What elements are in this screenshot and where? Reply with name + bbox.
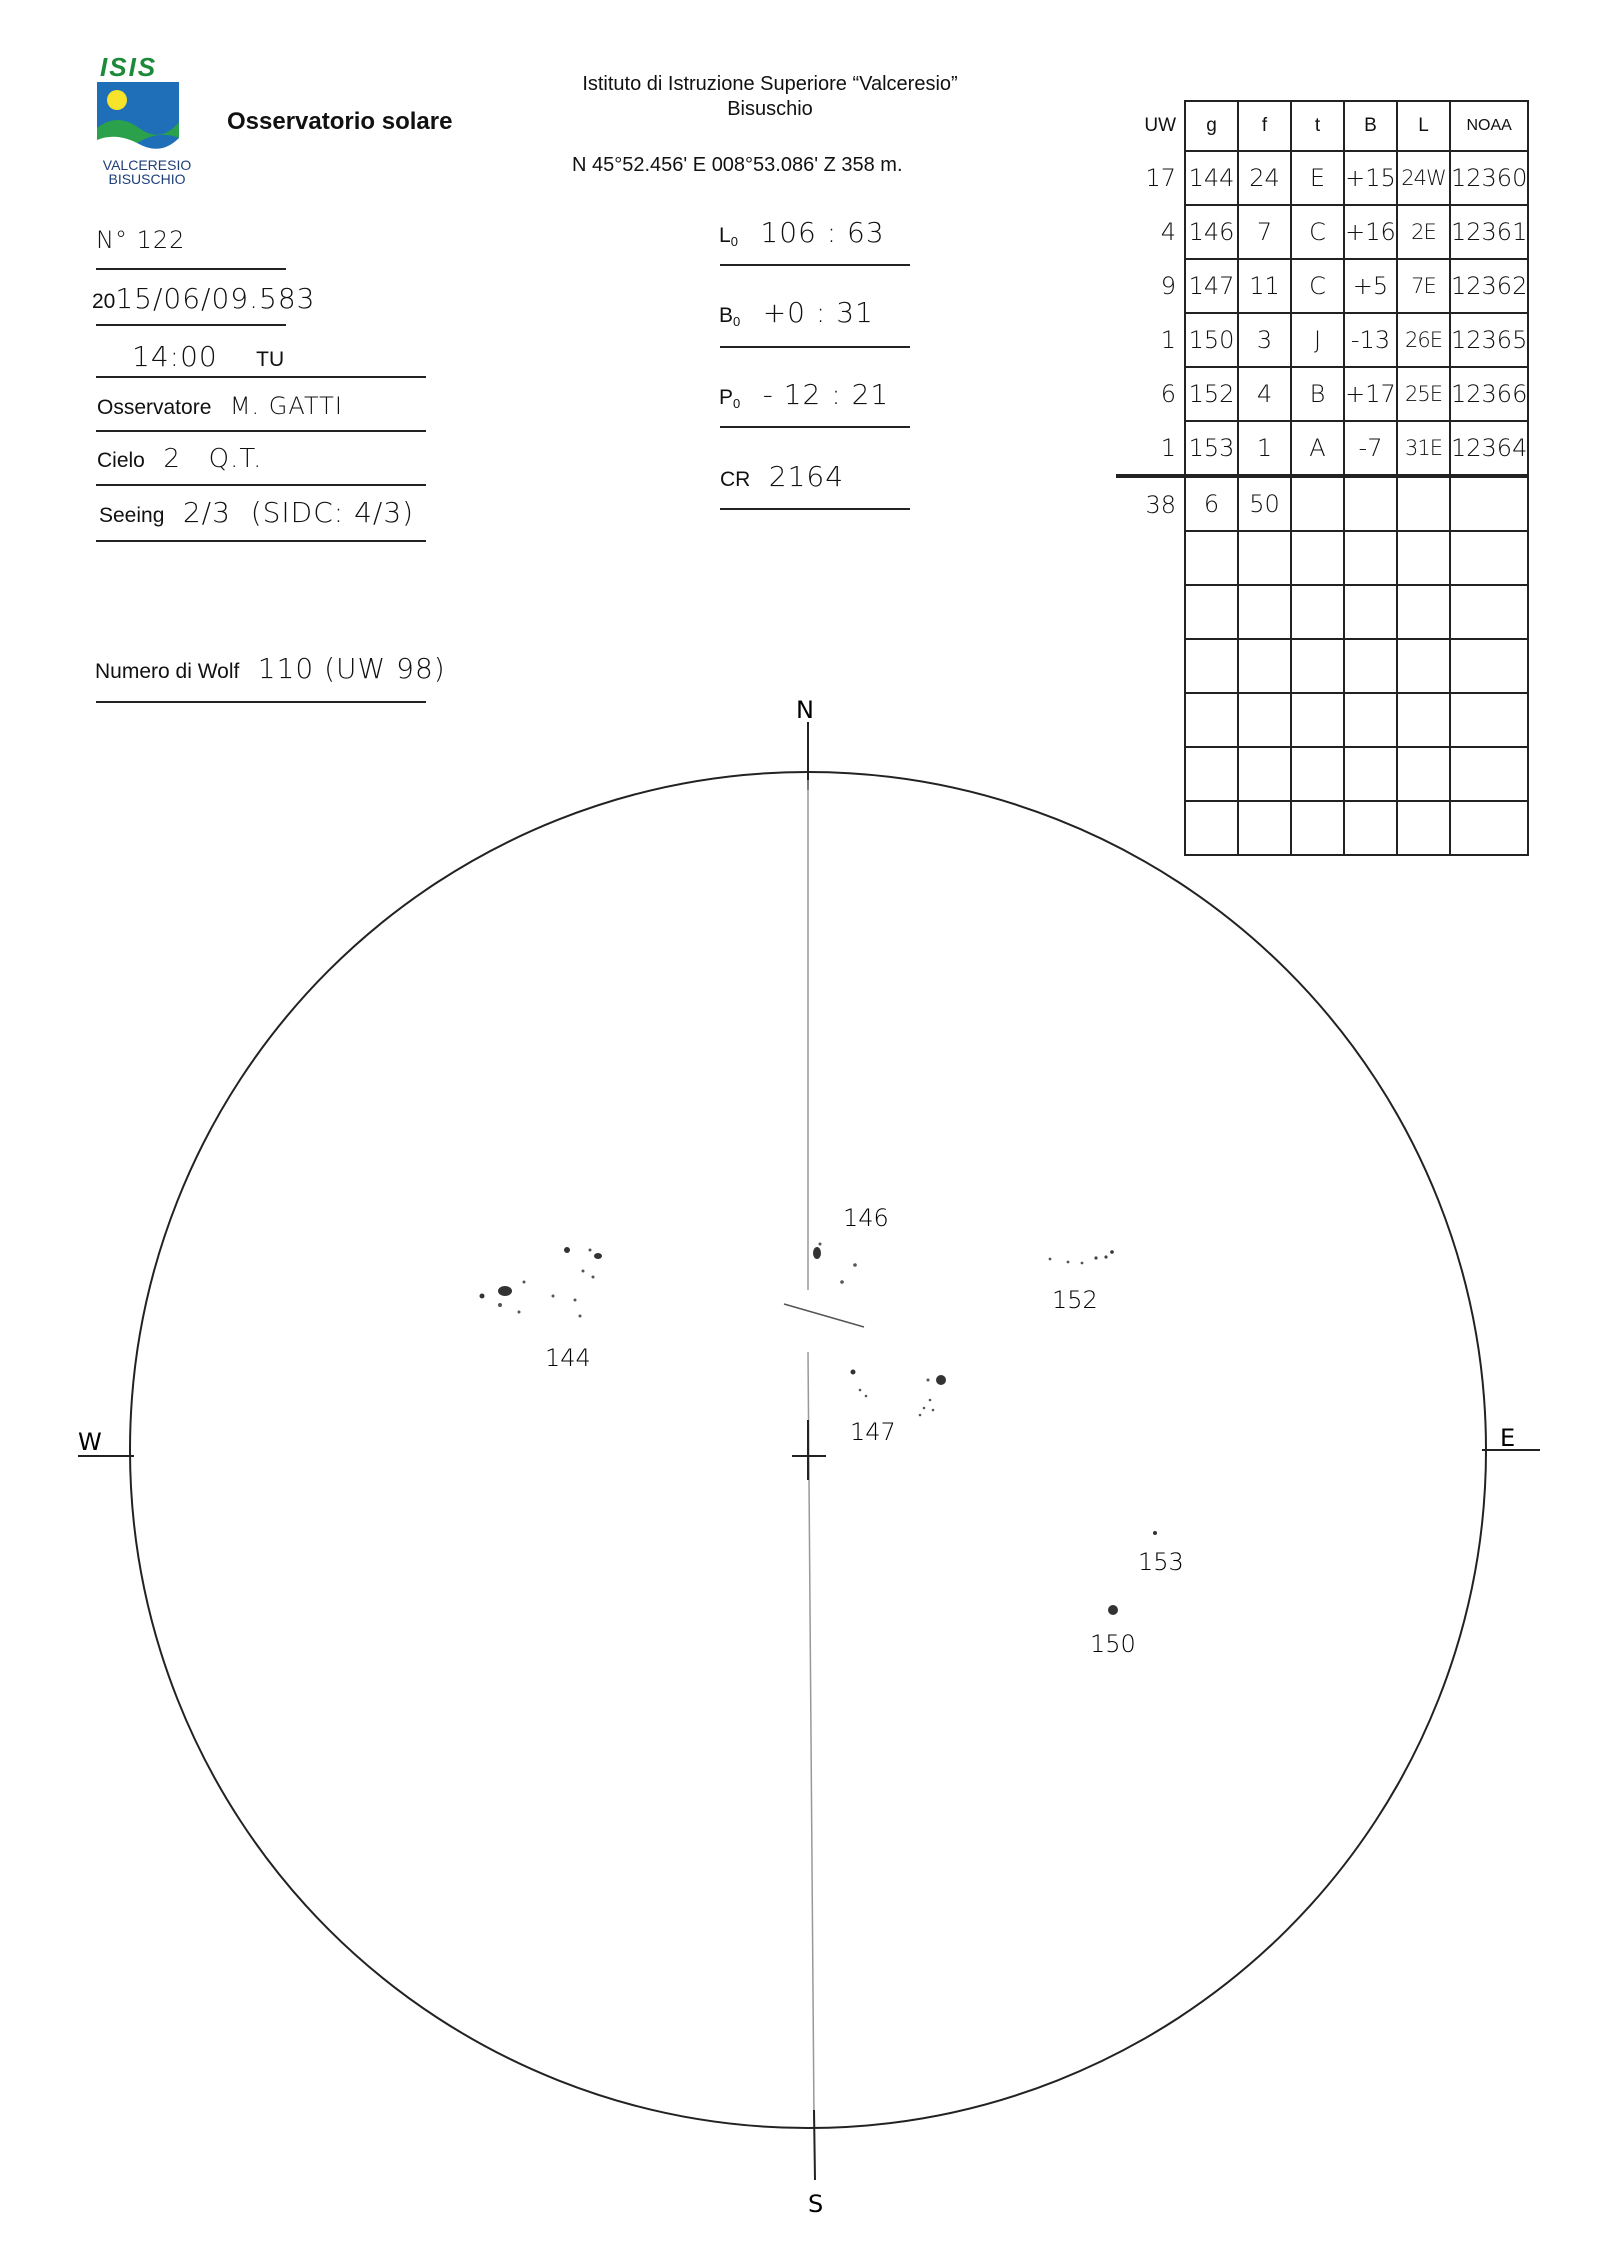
- cell-noaa: 12362: [1450, 259, 1528, 313]
- sky-value: 2 Q.T.: [163, 444, 263, 474]
- header-t: t: [1291, 101, 1344, 151]
- header-noaa: NOAA: [1450, 101, 1528, 151]
- sunspot: [564, 1247, 570, 1253]
- cell-g: 152: [1185, 367, 1238, 421]
- sunspot: [813, 1247, 821, 1259]
- cell-t: C: [1291, 205, 1344, 259]
- sunspot: [927, 1379, 930, 1382]
- sunspot: [936, 1375, 946, 1385]
- cell-uw: 4: [1160, 218, 1176, 246]
- cr-label: CR: [720, 468, 751, 491]
- cell-l: 31E: [1397, 421, 1450, 476]
- total-g: 6: [1185, 476, 1238, 531]
- sunspot: [1067, 1261, 1070, 1264]
- cell-l: 26E: [1397, 313, 1450, 367]
- cell-t: B: [1291, 367, 1344, 421]
- rotation-indicator-line: [784, 1304, 864, 1327]
- header-f: f: [1238, 101, 1291, 151]
- north-label: N: [796, 696, 814, 724]
- sunspot: [840, 1280, 844, 1284]
- sunspot: [523, 1281, 526, 1284]
- sunspot: [932, 1409, 935, 1412]
- cell-f: 7: [1238, 205, 1291, 259]
- cell-uw: 1: [1160, 433, 1176, 462]
- sunspot: [853, 1263, 857, 1267]
- cell-t: C: [1291, 259, 1344, 313]
- p0-value: - 12 : 21: [762, 378, 890, 411]
- sunspot: [1110, 1250, 1114, 1254]
- cell-l: 7E: [1397, 259, 1450, 313]
- sunspot-group-147: [850, 1370, 946, 1447]
- time-unit: TU: [256, 348, 285, 371]
- header-b: B: [1344, 101, 1397, 151]
- sunspot: [498, 1303, 502, 1307]
- sunspot: [1094, 1256, 1097, 1259]
- observatory-coordinates: N 45°52.456' E 008°53.086' Z 358 m.: [572, 154, 903, 176]
- sunspot: [1108, 1605, 1118, 1615]
- b0-value: +0 : 31: [762, 296, 874, 329]
- cell-noaa: 12361: [1450, 205, 1528, 259]
- cell-uw: 1: [1160, 326, 1176, 354]
- cell-b: -13: [1344, 313, 1397, 367]
- sunspot: [865, 1395, 868, 1398]
- cell-f: 24: [1238, 151, 1291, 205]
- observer-value: M. GATTI: [229, 392, 343, 420]
- group-label-147: 147: [850, 1418, 896, 1446]
- cell-noaa: 12365: [1450, 313, 1528, 367]
- sunspot: [480, 1294, 485, 1299]
- cell-b: +5: [1344, 259, 1397, 313]
- cell-t: A: [1291, 421, 1344, 476]
- west-label: W: [78, 1428, 102, 1456]
- l0-subscript: 0: [730, 234, 738, 250]
- institute-line2: Bisuschio: [727, 98, 813, 120]
- sunspot: [1081, 1262, 1084, 1265]
- time-value: 14:00: [132, 340, 218, 373]
- sunspot-group-144: [480, 1247, 603, 1372]
- cell-uw: 9: [1160, 272, 1176, 300]
- cell-l: 25E: [1397, 367, 1450, 421]
- observer-label: Osservatore: [97, 396, 212, 419]
- sunspot: [498, 1286, 512, 1296]
- seeing-value: 2/3 (SIDC: 4/3): [182, 496, 415, 529]
- sunspot: [819, 1243, 822, 1246]
- cell-b: +16: [1344, 205, 1397, 259]
- cr-value: 2164: [768, 460, 845, 493]
- cell-g: 150: [1185, 313, 1238, 367]
- cell-t: E: [1291, 151, 1344, 205]
- logo-caption-line2: BISUSCHIO: [108, 171, 186, 187]
- wolf-value: 110 (UW 98): [257, 652, 446, 685]
- p0-subscript: 0: [733, 396, 741, 412]
- cell-g: 153: [1185, 421, 1238, 476]
- sunspot: [589, 1249, 592, 1252]
- sunspot: [574, 1299, 577, 1302]
- cell-f: 3: [1238, 313, 1291, 367]
- cell-t: J: [1291, 313, 1344, 367]
- total-uw: 38: [1116, 476, 1185, 531]
- group-label-150: 150: [1090, 1630, 1136, 1658]
- south-label: S: [808, 2190, 824, 2218]
- group-label-146: 146: [843, 1204, 889, 1232]
- header-uw: UW: [1144, 115, 1176, 136]
- cell-g: 144: [1185, 151, 1238, 205]
- sunspot: [923, 1407, 926, 1410]
- sunspot: [592, 1276, 595, 1279]
- cell-f: 4: [1238, 367, 1291, 421]
- logo-text: ISIS: [100, 52, 158, 82]
- cell-l: 24W: [1397, 151, 1450, 205]
- seeing-label: Seeing: [99, 504, 165, 527]
- wolf-label: Numero di Wolf: [95, 660, 240, 683]
- b0-label: B: [719, 304, 734, 327]
- sunspot-group-150: [1090, 1605, 1136, 1658]
- east-label: E: [1500, 1424, 1516, 1452]
- sunspot-group-153: [1138, 1531, 1184, 1576]
- group-label-153: 153: [1138, 1548, 1184, 1576]
- cell-noaa: 12364: [1450, 421, 1528, 476]
- cell-uw: 6: [1160, 380, 1176, 408]
- header-l: L: [1397, 101, 1450, 151]
- south-tick: [814, 2110, 815, 2180]
- sunspot: [582, 1270, 585, 1273]
- sky-label: Cielo: [97, 449, 145, 472]
- sunspot-group-152: [1049, 1250, 1114, 1314]
- sunspot: [1049, 1258, 1052, 1261]
- cell-noaa: 12366: [1450, 367, 1528, 421]
- sunspot-group-146: [813, 1204, 889, 1284]
- cell-b: -7: [1344, 421, 1397, 476]
- sunspot: [1104, 1255, 1107, 1258]
- p0-label: P: [719, 386, 734, 409]
- cell-uw: 17: [1145, 164, 1176, 192]
- sunspot: [552, 1295, 555, 1298]
- sunspot: [929, 1399, 932, 1402]
- header-g: g: [1185, 101, 1238, 151]
- report-number-text: N° 122: [96, 226, 186, 254]
- sunspot: [859, 1389, 862, 1392]
- cell-b: +15: [1344, 151, 1397, 205]
- cell-f: 11: [1238, 259, 1291, 313]
- institute-line1: Istituto di Istruzione Superiore “Valceresio”: [582, 73, 958, 95]
- l0-value: 106 : 63: [760, 216, 885, 249]
- logo-caption-line1: VALCERESIO: [102, 157, 192, 173]
- observatory-title: Osservatorio solare: [227, 108, 453, 135]
- sunspot: [1153, 1531, 1157, 1535]
- sunspot: [594, 1253, 602, 1259]
- cell-b: +17: [1344, 367, 1397, 421]
- group-label-152: 152: [1052, 1286, 1098, 1314]
- date-prefix: 20: [92, 290, 116, 313]
- sunspot: [851, 1370, 856, 1375]
- sunspot: [579, 1315, 582, 1318]
- date-value: 15/06/09.583: [115, 282, 316, 315]
- sunspot: [919, 1414, 922, 1417]
- b0-subscript: 0: [733, 314, 741, 330]
- cell-g: 146: [1185, 205, 1238, 259]
- cell-noaa: 12360: [1450, 151, 1528, 205]
- l0-label: L: [719, 224, 731, 247]
- group-label-144: 144: [545, 1344, 591, 1372]
- total-f: 50: [1238, 476, 1291, 531]
- cell-f: 1: [1238, 421, 1291, 476]
- cell-l: 2E: [1397, 205, 1450, 259]
- sunspot: [518, 1311, 521, 1314]
- cell-g: 147: [1185, 259, 1238, 313]
